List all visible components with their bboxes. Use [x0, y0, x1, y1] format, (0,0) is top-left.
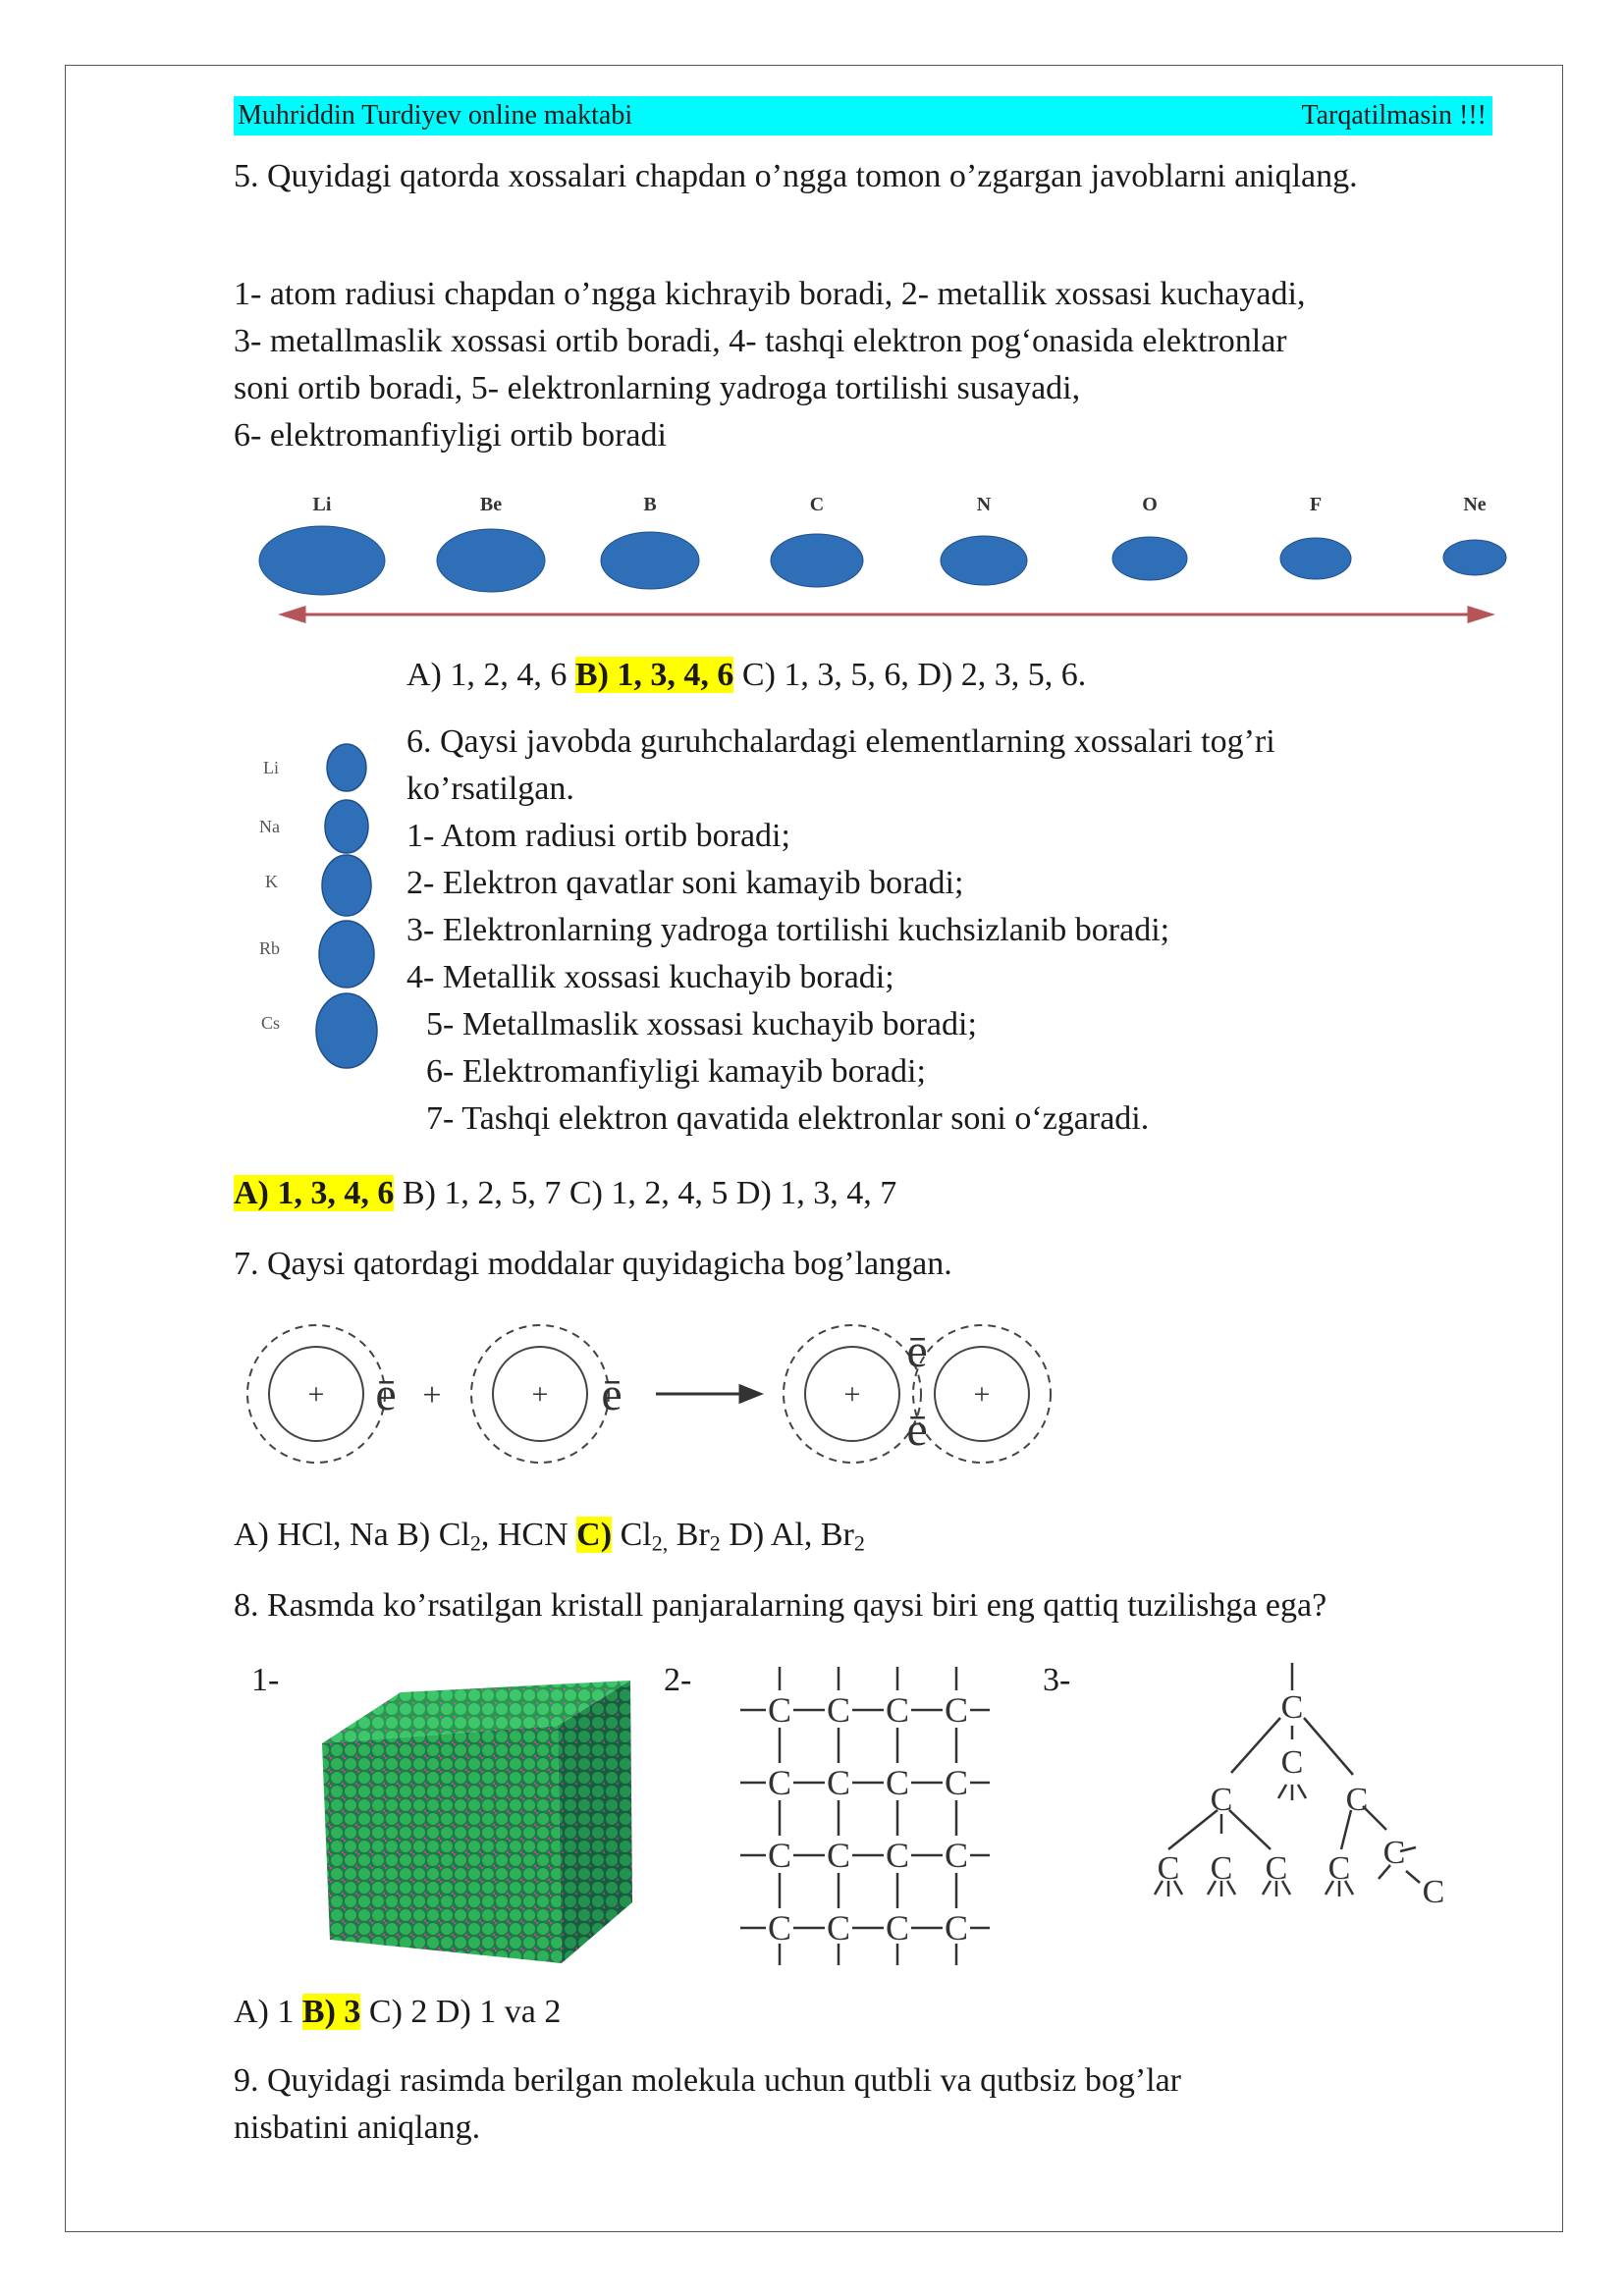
q6-statement: 5- Metallmaslik xossasi kuchayib boradi; [426, 1006, 977, 1042]
atom-circle [319, 921, 374, 988]
carbon-atom: C [1210, 1850, 1233, 1887]
q5-statement-line: 3- metallmaslik xossasi ortib boradi, 4- tashqi elektron pog‘onasida elektronlar [234, 323, 1287, 359]
q9-question [234, 2057, 1510, 2152]
atom-circle [316, 993, 377, 1068]
subscript: 2 [709, 1530, 721, 1556]
q5-option-b-correct: B) 1, 3, 4, 6 [574, 657, 734, 693]
q9-question-line: 9. Quyidagi rasimda berilgan molekula uchun qutbli va qutbsiz bog’lar [234, 2062, 1181, 2099]
q5-statement-line: 1- atom radiusi chapdan o’ngga kichrayib boradi, 2- metallik xossasi kuchayadi, [234, 276, 1306, 312]
q5-period-diagram [234, 485, 1510, 642]
subscript: 2, [651, 1530, 669, 1556]
q8-branched-structure [1110, 1657, 1502, 1971]
element-label: Ne [1463, 494, 1487, 515]
element-label: B [643, 494, 657, 515]
atom-circle [771, 534, 863, 587]
cube-side-face [558, 1681, 632, 1963]
plus-sign: + [422, 1377, 442, 1414]
electron-symbol: ē [601, 1368, 623, 1420]
carbon-atom: C [767, 1908, 792, 1948]
bond-line [1298, 1785, 1306, 1798]
q6-statement: 7- Tashqi elektron qavatida elektronlar soni o‘zgaradi. [426, 1100, 1150, 1137]
q7-question: 7. Qaysi qatordagi moddalar quyidagicha bog’langan. [234, 1246, 952, 1282]
q5-statement-line: 6- elektromanfiyligi ortib boradi [234, 417, 667, 454]
carbon-atom: C [1327, 1850, 1351, 1887]
carbon-atom: C [1265, 1850, 1288, 1887]
header-school-name: Muhriddin Turdiyev online maktabi [238, 100, 633, 131]
q7-answers [234, 1512, 865, 1559]
element-label: Cs [261, 1013, 281, 1033]
q7-option-c-text: Cl [612, 1517, 652, 1553]
q7-option-c-text: Br [668, 1517, 710, 1553]
q8-label-1: 1- [251, 1662, 280, 1698]
carbon-atom: C [1345, 1782, 1369, 1818]
carbon-atom: C [885, 1690, 910, 1730]
carbon-atom: C [767, 1690, 792, 1730]
carbon-atom: C [944, 1908, 969, 1948]
nucleus-plus: + [531, 1378, 549, 1411]
bond-line [1231, 1718, 1280, 1773]
subscript: 2 [853, 1530, 865, 1556]
carbon-atom: C [1280, 1744, 1304, 1781]
atom-circle [941, 536, 1027, 585]
q7-option-c-correct: C) [576, 1517, 613, 1553]
nucleus-plus: + [843, 1378, 861, 1411]
q8-grid-structure [727, 1657, 1021, 1971]
q5-question: 5. Quyidagi qatorda xossalari chapdan o’ngga tomon o’zgargan javoblarni aniqlang. [234, 158, 1358, 194]
carbon-atom: C [885, 1836, 910, 1875]
nucleus-plus: + [973, 1378, 991, 1411]
q6-statement: 1- Atom radiusi ortib boradi; [406, 818, 790, 854]
header-notice: Tarqatilmasin !!! [1301, 100, 1487, 131]
q6-statement: 3- Elektronlarning yadroga tortilishi kuchsizlanib boradi; [406, 912, 1170, 948]
electron-symbol: ē [375, 1368, 397, 1420]
nucleus-plus: + [307, 1378, 325, 1411]
q5-statements [234, 271, 1510, 459]
carbon-atom: C [944, 1836, 969, 1875]
q8-option-b-correct: B) 3 [301, 1994, 361, 2030]
q6-question-line: ko’rsatilgan. [406, 771, 574, 807]
carbon-atom: C [826, 1690, 851, 1730]
q6-question-line: 6. Qaysi javobda guruhchalardagi elementlarning xossalari tog’ri [406, 723, 1275, 760]
bond-line [1278, 1785, 1286, 1798]
q7-option-b-tail: , HCN [480, 1517, 577, 1553]
q6-option-a-correct: A) 1, 3, 4, 6 [234, 1175, 395, 1211]
element-label: F [1309, 494, 1323, 515]
q6-answers [234, 1170, 896, 1217]
carbon-atom: C [885, 1763, 910, 1802]
element-label: Li [263, 758, 279, 777]
atom-circle [1280, 538, 1351, 579]
q6-statement: 6- Elektromanfiyligi kamayib boradi; [426, 1053, 926, 1090]
q9-question-line: nisbatini aniqlang. [234, 2109, 481, 2146]
carbon-atom: C [944, 1690, 969, 1730]
atom-circle [1443, 540, 1506, 575]
element-label: Be [479, 494, 503, 515]
q7-options-a-b: A) HCl, Na B) Cl [234, 1517, 470, 1553]
atom-circle [322, 855, 371, 916]
carbon-atom: C [1422, 1874, 1445, 1910]
q6-group-diagram [253, 726, 391, 1070]
electron-symbol: ē [906, 1404, 928, 1456]
q8-label-2: 2- [664, 1662, 692, 1698]
element-label: N [976, 494, 992, 515]
page-header [234, 96, 1492, 135]
arrow-head-left [283, 608, 304, 621]
bond-line [1304, 1718, 1353, 1775]
element-label: Na [259, 817, 280, 836]
q5-options-rest: C) 1, 3, 5, 6, D) 2, 3, 5, 6. [741, 657, 1087, 693]
q8-label-3: 3- [1043, 1662, 1071, 1698]
reaction-arrow-head [740, 1386, 760, 1402]
q6-statement: 4- Metallik xossasi kuchayib boradi; [406, 959, 894, 995]
carbon-atom: C [944, 1763, 969, 1802]
q8-ionic-crystal-cube [316, 1675, 646, 1969]
carbon-atom: C [826, 1763, 851, 1802]
atom-circle [601, 532, 699, 589]
bond-line [1406, 1871, 1420, 1883]
atom-circle [325, 800, 368, 853]
subscript: 2 [469, 1530, 481, 1556]
atom-circle [259, 526, 385, 595]
carbon-atom: C [767, 1763, 792, 1802]
bond-line [1229, 1810, 1271, 1849]
carbon-atom: C [1210, 1782, 1233, 1818]
element-label: K [265, 872, 278, 891]
q5-option-a: A) 1, 2, 4, 6 [406, 657, 568, 693]
carbon-atom: C [767, 1836, 792, 1875]
q6-body [406, 719, 1506, 1143]
q5-answers [406, 652, 1086, 699]
element-label: C [809, 494, 825, 515]
element-label: O [1142, 494, 1158, 515]
carbon-atom: C [1157, 1850, 1180, 1887]
electron-symbol: ē [906, 1325, 928, 1377]
element-label: Li [312, 494, 332, 515]
arrow-head-right [1469, 608, 1490, 621]
carbon-atom: C [1280, 1689, 1304, 1726]
page-content [234, 96, 1490, 135]
atom-circle [327, 744, 366, 791]
atom-circle [437, 529, 545, 592]
carbon-atom: C [826, 1908, 851, 1948]
atom-circle [1112, 537, 1187, 580]
element-label: Rb [259, 938, 281, 958]
q8-question: 8. Rasmda ko’rsatilgan kristall panjaralarning qaysi biri eng qattiq tuzilishga ega? [234, 1587, 1327, 1624]
carbon-atom: C [885, 1908, 910, 1948]
q8-answers [234, 1989, 561, 2036]
q7-option-d: D) Al, Br [720, 1517, 854, 1553]
q8-option-a: A) 1 [234, 1994, 302, 2030]
carbon-atom: C [826, 1836, 851, 1875]
q5-statement-line: soni ortib boradi, 5- elektronlarning yadroga tortilishi susayadi, [234, 370, 1081, 406]
q6-statement: 2- Elektron qavatlar soni kamayib boradi; [406, 865, 964, 901]
carbon-atom: C [1382, 1835, 1406, 1871]
q7-covalent-bond-diagram [234, 1315, 1078, 1482]
cube-front-face [322, 1726, 562, 1963]
q8-options-rest: C) 2 D) 1 va 2 [360, 1994, 562, 2030]
q6-options-rest: B) 1, 2, 5, 7 C) 1, 2, 4, 5 D) 1, 3, 4, 7 [394, 1175, 897, 1211]
